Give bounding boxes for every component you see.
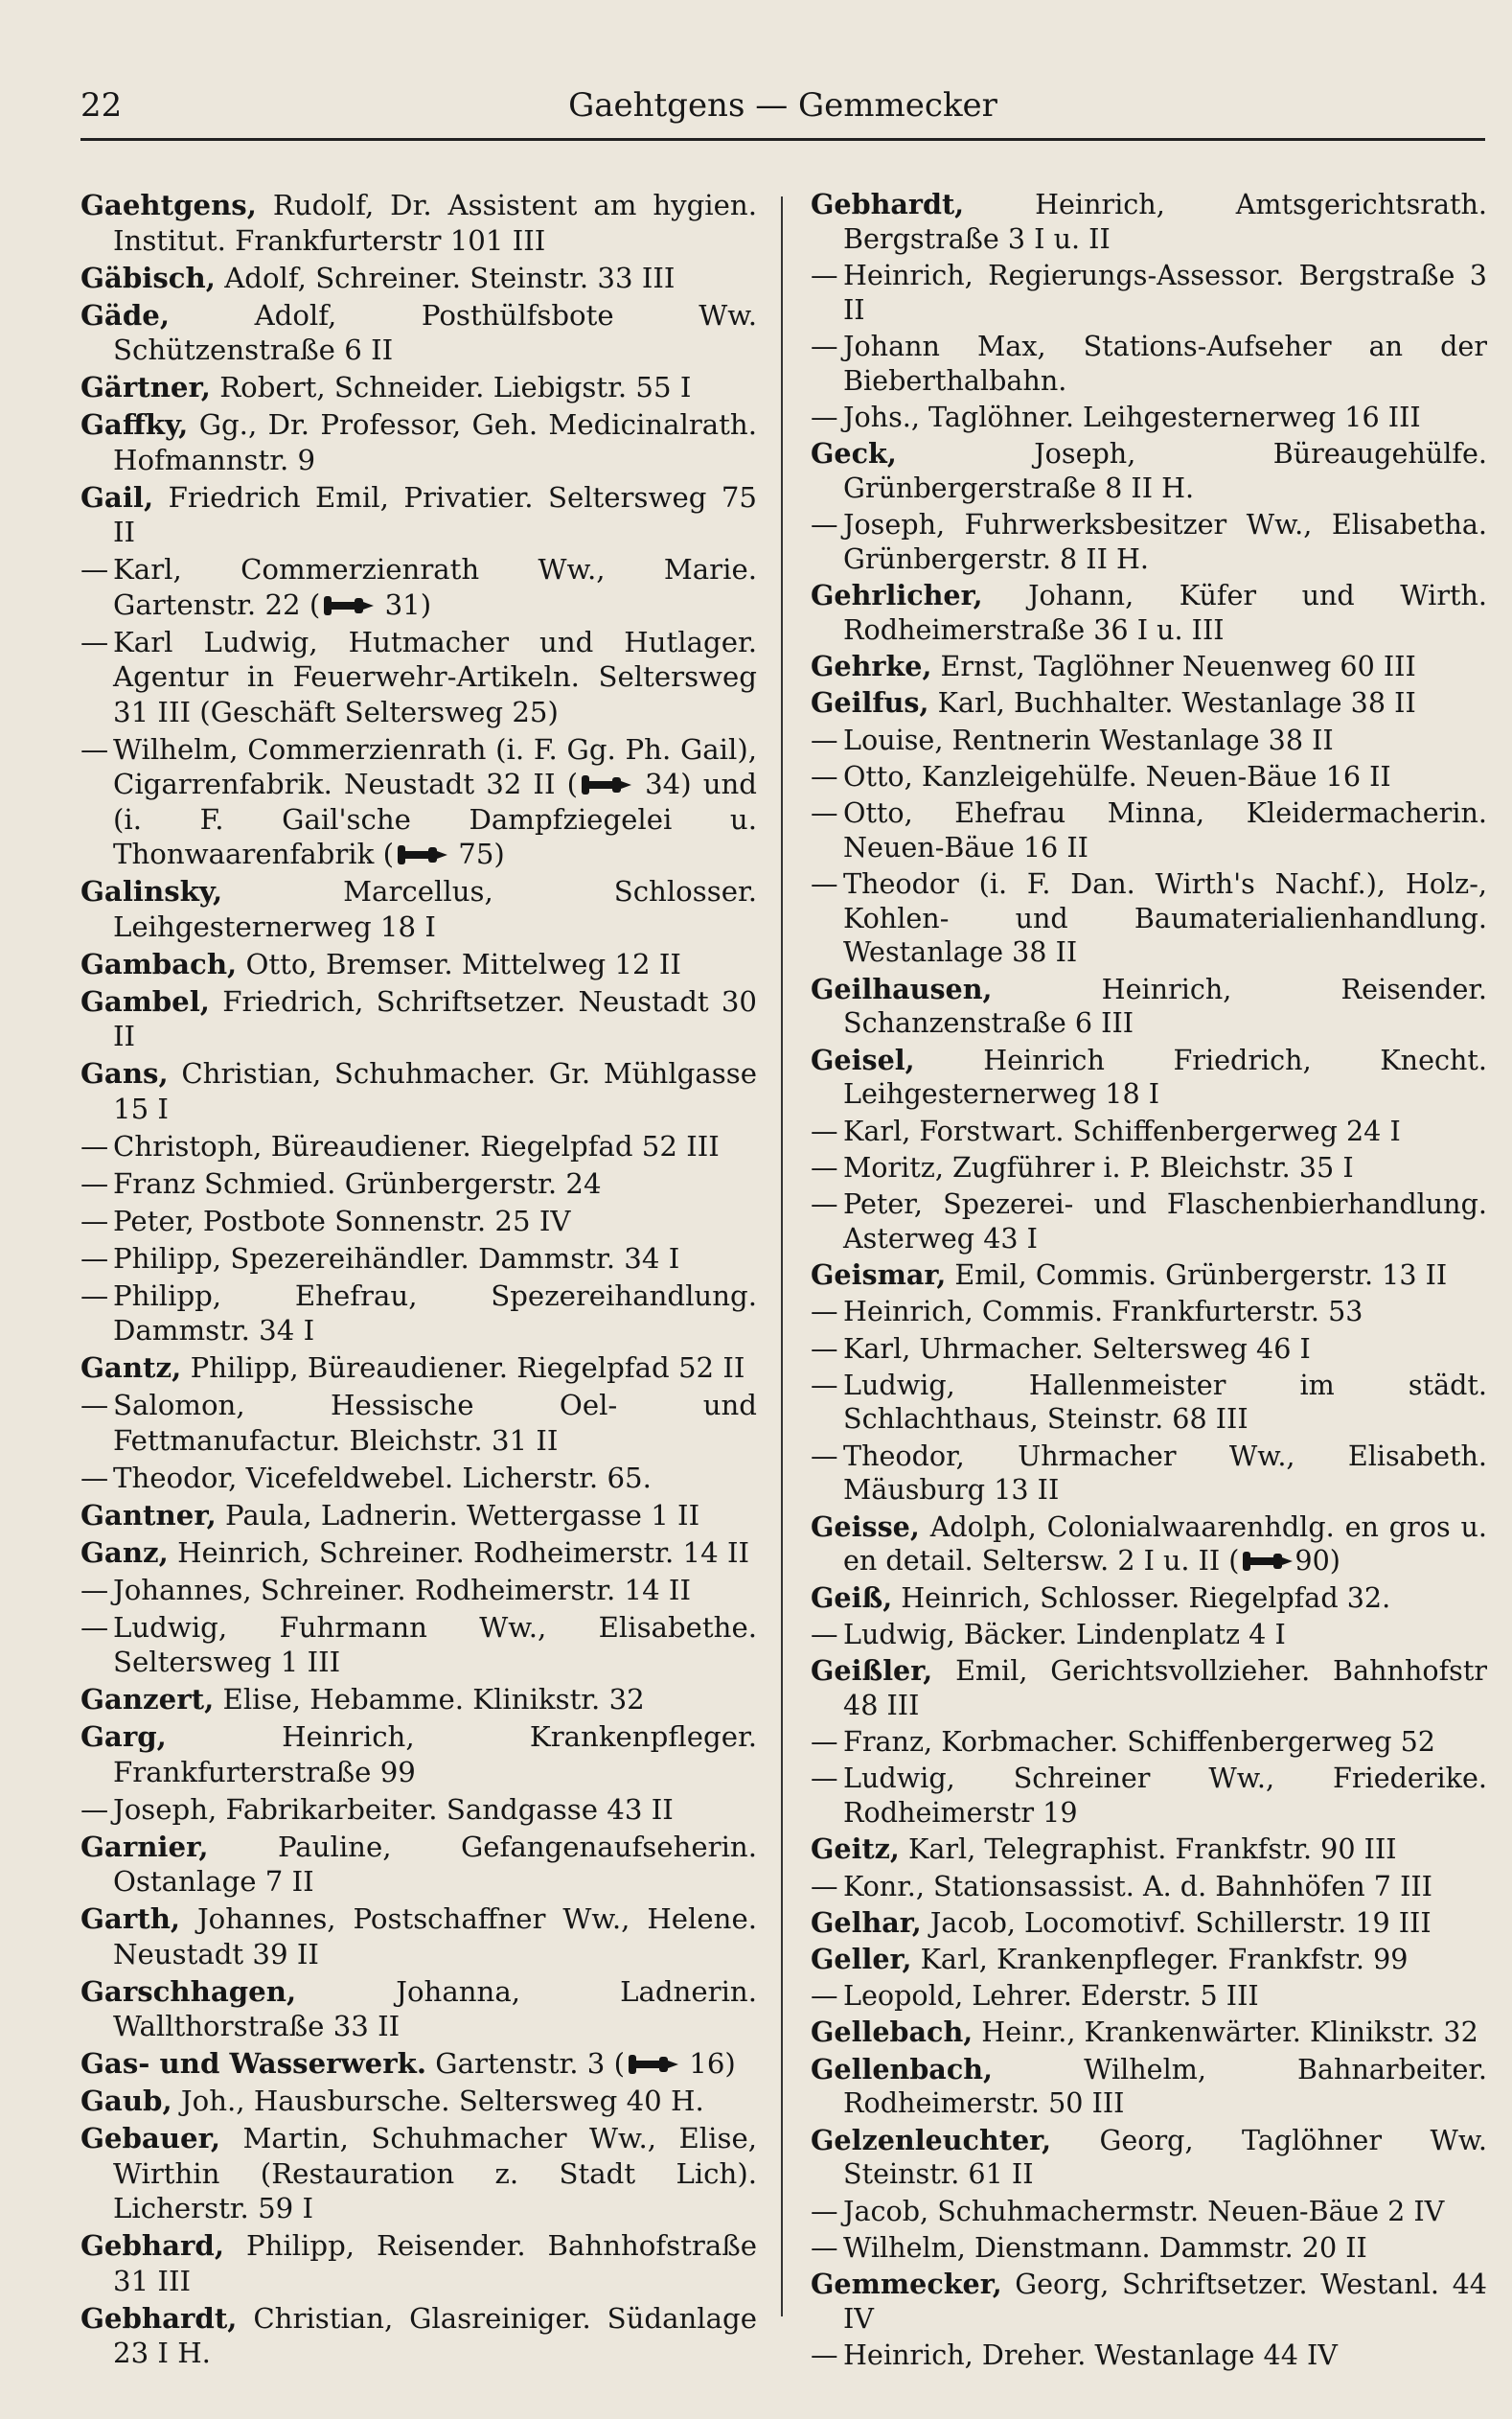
entry-details: Joseph, Fuhrwerksbesitzer Ww., Elisabetha. Grünbergerstr. 8 II H. [843, 508, 1487, 575]
entry-dash: — [811, 1295, 838, 1328]
entry-details: Gartenstr. 3 ( [435, 2047, 625, 2080]
entry-details: Friedrich Emil, Privatier. Seltersweg 75 II [113, 480, 757, 548]
entry-surname: Geisse, [811, 1509, 920, 1543]
directory-entry [80, 1350, 757, 1386]
entry-details: Konr., Stationsassist. A. d. Bahnhöfen 7 III [843, 1869, 1432, 1902]
directory-entry [811, 1258, 1487, 1293]
entry-details: Johanna, Ladnerin. Wallthorstraße 33 II [113, 1974, 757, 2042]
entry-details: Ludwig, Hallenmeister im städt. Schlachthaus, Steinstr. 68 III [843, 1368, 1487, 1436]
entry-surname: Ganz, [80, 1535, 169, 1569]
entry-dash: — [811, 866, 838, 900]
entry-surname: Gambach, [80, 947, 238, 980]
entry-details: Karl, Uhrmacher. Seltersweg 46 I [843, 1331, 1311, 1365]
directory-entry [811, 973, 1487, 1041]
entry-dash: — [811, 508, 838, 541]
entry-details: Martin, Schuhmacher Ww., Elise, Wirthin (Restauration z. Stadt Lich). Licherstr. 59 I [113, 2122, 757, 2224]
directory-entry [80, 1610, 757, 1680]
entry-details: Heinrich, Schlosser. Riegelpfad 32. [901, 1580, 1391, 1614]
directory-entry [80, 984, 757, 1054]
entry-details: Wilhelm, Bahnarbeiter. Rodheimerstr. 50 III [843, 2052, 1487, 2120]
running-title: Gaehtgens — Gemmecker [568, 86, 997, 125]
entry-details: Ludwig, Fuhrmann Ww., Elisabethe. Seltersweg 1 III [113, 1610, 757, 1678]
entry-details: Christian, Schuhmacher. Gr. Mühlgasse 15 I [113, 1057, 757, 1125]
entry-dash: — [811, 1439, 838, 1472]
entry-dash: — [80, 553, 109, 586]
entry-details: Joh., Hausbursche. Seltersweg 40 H. [180, 2085, 704, 2117]
directory-entry [811, 1332, 1487, 1367]
entry-details: Christoph, Büreaudiener. Riegelpfad 52 III [113, 1129, 720, 1163]
entry-details: Heinrich, Regierungs-Assessor. Bergstraße 3 II [843, 258, 1487, 326]
entry-details: Elise, Hebamme. Klinikstr. 32 [222, 1683, 645, 1716]
entry-details: Wilhelm, Dienstmann. Dammstr. 20 II [843, 2230, 1367, 2264]
entry-dash: — [811, 723, 838, 756]
entry-details: Theodor, Uhrmacher Ww., Elisabeth. Mäusburg 13 II [843, 1439, 1487, 1507]
entry-details: Franz Schmied. Grünbergerstr. 24 [113, 1166, 602, 1200]
directory-entry [811, 2338, 1487, 2373]
entry-details: Pauline, Gefangenaufseherin. Ostanlage 7 II [113, 1830, 757, 1898]
directory-entry [811, 2231, 1487, 2266]
directory-entry [80, 1498, 757, 1533]
directory-entry [811, 1725, 1487, 1760]
entry-dash: — [80, 1129, 109, 1163]
entry-details: Adolf, Schreiner. Steinstr. 33 III [224, 261, 676, 294]
entry-surname: Geller, [811, 1942, 912, 1975]
header-rule [80, 138, 1485, 141]
entry-surname: Geitz, [811, 1832, 900, 1866]
entry-dash: — [80, 625, 109, 658]
left-column [80, 188, 757, 2392]
entry-dash: — [811, 1331, 838, 1365]
entry-surname: Gambel, [80, 984, 210, 1018]
entry-details: Georg, Taglöhner Ww. Steinstr. 61 II [843, 2123, 1487, 2191]
entry-details: Philipp, Ehefrau, Spezereihandlung. Dammstr. 34 I [113, 1279, 757, 1347]
entry-phone-number: 75) [448, 838, 505, 870]
directory-entry [811, 259, 1487, 327]
entry-surname: Gellebach, [811, 2016, 974, 2049]
entry-details: Jacob, Locomotivf. Schillerstr. 19 III [929, 1905, 1432, 1939]
directory-entry [80, 261, 757, 296]
directory-entry [80, 188, 757, 258]
directory-entry [80, 1830, 757, 1900]
directory-entry [811, 2268, 1487, 2336]
entry-surname: Geck, [811, 437, 897, 471]
entry-dash: — [811, 1150, 838, 1184]
entry-details: Johann Max, Stations-Aufseher an der Bieberthalbahn. [843, 329, 1487, 397]
entry-details: Georg, Schriftsetzer. Westanl. 44 IV [843, 2268, 1487, 2335]
directory-entry [811, 650, 1487, 684]
entry-dash: — [811, 400, 838, 433]
directory-entry [80, 1792, 757, 1828]
entry-surname: Gebhardt, [80, 2301, 238, 2335]
entry-details: Moritz, Zugführer i. P. Bleichstr. 35 I [843, 1150, 1354, 1184]
entry-details: Ernst, Taglöhner Neuenweg 60 III [940, 650, 1416, 683]
directory-entry [811, 1581, 1487, 1616]
entry-dash: — [80, 1461, 109, 1494]
entry-details: Peter, Postbote Sonnenstr. 25 IV [113, 1204, 571, 1237]
entry-details: Christian, Glasreiniger. Südanlage 23 I H. [113, 2301, 757, 2369]
directory-entry [811, 1870, 1487, 1904]
entry-details: Heinrich, Dreher. Westanlage 44 IV [843, 2338, 1338, 2372]
entry-details: Philipp, Reisender. Bahnhofstraße 31 III [113, 2229, 757, 2297]
entry-surname: Gantz, [80, 1351, 182, 1384]
entry-dash: — [811, 1869, 838, 1902]
directory-entry [811, 1151, 1487, 1186]
directory-entry [80, 1535, 757, 1571]
entry-details: Marcellus, Schlosser. Leihgesternerweg 18 I [113, 875, 757, 943]
entry-surname: Gebhardt, [811, 188, 965, 220]
entry-surname: Garth, [80, 1902, 181, 1935]
entry-dash: — [811, 329, 838, 362]
entry-surname: Gellenbach, [811, 2052, 993, 2085]
directory-entry [811, 2195, 1487, 2229]
entry-dash: — [811, 1979, 838, 2013]
entry-details: Otto, Bremser. Mittelweg 12 II [245, 947, 681, 980]
entry-surname: Galinsky, [80, 875, 223, 908]
entry-details: Louise, Rentnerin Westanlage 38 II [843, 723, 1334, 756]
entry-dash: — [811, 1762, 838, 1795]
entry-details: Theodor (i. F. Dan. Wirth's Nachf.), Holz-, Kohlen- und Baumaterialienhandlung. Westanlage 38 II [843, 866, 1487, 969]
directory-entry [80, 480, 757, 550]
directory-entry [80, 874, 757, 944]
entry-details: Paula, Ladnerin. Wettergasse 1 II [225, 1498, 700, 1532]
entry-details: Otto, Kanzleigehülfe. Neuen-Bäue 16 II [843, 759, 1391, 793]
entry-details: Heinrich Friedrich, Knecht. Leihgesternerweg 18 I [843, 1043, 1487, 1111]
directory-entry [80, 1279, 757, 1348]
directory-entry [80, 370, 757, 405]
entry-details: Karl, Buchhalter. Westanlage 38 II [937, 686, 1416, 720]
entry-details: Wilhelm, Commerzienrath (i. F. Gg. Ph. Gail), Cigarrenfabrik. Neustadt 32 II ( [113, 732, 757, 800]
directory-entry [80, 1056, 757, 1126]
entry-details: Emil, Gerichtsvollzieher. Bahnhofstr 48 III [843, 1654, 1487, 1721]
entry-surname: Gantner, [80, 1498, 217, 1532]
entry-dash: — [811, 1114, 838, 1147]
directory-entry [811, 1906, 1487, 1941]
directory-entry [811, 330, 1487, 398]
entry-phone-number: 90) [1294, 1544, 1340, 1578]
right-column [811, 188, 1487, 2392]
directory-entry [80, 407, 757, 477]
entry-surname: Gans, [80, 1057, 169, 1090]
entry-details: Johannes, Schreiner. Rodheimerstr. 14 II [113, 1573, 691, 1606]
entry-dash: — [80, 1204, 109, 1237]
directory-entry [80, 732, 757, 872]
entry-details: Adolf, Posthülfsbote Ww. Schützenstraße 6 II [113, 298, 757, 366]
entry-details: Theodor, Vicefeldwebel. Licherstr. 65. [113, 1461, 652, 1494]
telephone-icon [578, 773, 633, 796]
telephone-icon [320, 594, 376, 617]
directory-entry [811, 1187, 1487, 1256]
directory-entry [80, 2121, 757, 2226]
directory-entry [811, 724, 1487, 758]
entry-phone-number: 16) [679, 2047, 736, 2080]
directory-entry [811, 2124, 1487, 2192]
entry-details: Karl, Krankenpfleger. Frankfstr. 99 [920, 1942, 1409, 1975]
entry-details: Johannes, Postschaffner Ww., Helene. Neustadt 39 II [113, 1902, 757, 1970]
directory-entry [80, 1204, 757, 1239]
directory-entry [80, 1682, 757, 1717]
entry-details: Gg., Dr. Professor, Geh. Medicinalrath. Hofmannstr. 9 [113, 408, 757, 476]
directory-entry [811, 1979, 1487, 2014]
entry-details: Karl, Commerzienrath Ww., Marie. Gartenstr. 22 ( [113, 553, 757, 621]
directory-entry [811, 1762, 1487, 1830]
entry-details: Emil, Commis. Grünbergerstr. 13 II [954, 1258, 1448, 1292]
telephone-icon [625, 2053, 680, 2076]
directory-entry [80, 298, 757, 368]
entry-details: Ludwig, Schreiner Ww., Friederike. Rodheimerstr 19 [843, 1762, 1487, 1830]
entry-dash: — [80, 1389, 109, 1421]
entry-details: Heinrich, Commis. Frankfurterstr. 53 [843, 1295, 1363, 1328]
entry-dash: — [811, 1187, 838, 1221]
entry-dash: — [80, 1279, 109, 1312]
entry-surname: Gelhar, [811, 1905, 922, 1939]
directory-entry [811, 1115, 1487, 1149]
entry-dash: — [811, 1368, 838, 1401]
entry-dash: — [811, 759, 838, 793]
entry-dash: — [811, 2338, 838, 2372]
directory-entry [80, 1166, 757, 1202]
entry-surname: Gaffky, [80, 408, 189, 441]
directory-entry [80, 2084, 757, 2119]
directory-entry [811, 796, 1487, 864]
directory-entry [811, 1943, 1487, 1977]
entry-surname: Geißler, [811, 1654, 933, 1688]
directory-entry [80, 1719, 757, 1789]
directory-entry [811, 1369, 1487, 1437]
entry-details: Friedrich, Schriftsetzer. Neustadt 30 II [113, 984, 757, 1052]
entry-dash: — [80, 1241, 109, 1275]
directory-entry [80, 1388, 757, 1458]
entry-details: Joseph, Büreaugehülfe. Grünbergerstraße 8 II H. [843, 437, 1487, 504]
telephone-icon [1239, 1550, 1294, 1573]
entry-phone-number: 34) und (i. F. Gail'sche Dampfziegelei u. Thonwaarenfabrik ( [113, 768, 757, 870]
directory-entry [811, 2053, 1487, 2121]
directory-entry [80, 625, 757, 730]
entry-dash: — [811, 795, 838, 829]
entry-dash: — [811, 1725, 838, 1759]
entry-surname: Gelzenleuchter, [811, 2123, 1052, 2156]
entry-surname: Gebauer, [80, 2122, 221, 2154]
page-header [80, 79, 1485, 136]
directory-entry [80, 1461, 757, 1496]
entry-details: Leopold, Lehrer. Ederstr. 5 III [843, 1979, 1259, 2013]
entry-surname: Geilhausen, [811, 972, 993, 1005]
entry-details: Philipp, Spezereihändler. Dammstr. 34 I [113, 1241, 680, 1275]
entry-dash: — [811, 2230, 838, 2264]
entry-surname: Geilfus, [811, 686, 929, 720]
entry-details: Karl Ludwig, Hutmacher und Hutlager. Agentur in Feuerwehr-Artikeln. Seltersweg 31 III (Geschäft Seltersweg 25) [113, 625, 757, 728]
entry-surname: Gaub, [80, 2085, 172, 2117]
directory-entry [811, 2016, 1487, 2050]
entry-details: Salomon, Hessische Oel- und Fettmanufactur. Bleichstr. 31 II [113, 1389, 757, 1457]
entry-details: Otto, Ehefrau Minna, Kleidermacherin. Neuen-Bäue 16 II [843, 795, 1487, 864]
directory-entry [811, 867, 1487, 970]
directory-entry [811, 1832, 1487, 1867]
entry-surname: Gebhard, [80, 2229, 224, 2262]
directory-entry [80, 1129, 757, 1164]
entry-details: Franz, Korbmacher. Schiffenbergerweg 52 [843, 1725, 1435, 1759]
entry-details: Adolph, Colonialwaarenhdlg. en gros u. en detail. Seltersw. 2 I u. II ( [843, 1509, 1487, 1578]
entry-details: Karl, Telegraphist. Frankfstr. 90 III [907, 1832, 1397, 1866]
entry-surname: Gäbisch, [80, 261, 216, 294]
entry-surname: Garschhagen, [80, 1974, 297, 2008]
entry-details: Heinrich, Reisender. Schanzenstraße 6 III [843, 972, 1487, 1040]
entry-dash: — [811, 258, 838, 291]
directory-entry [811, 508, 1487, 576]
entry-details: Peter, Spezerei- und Flaschenbierhandlung. Asterweg 43 I [843, 1187, 1487, 1255]
entry-details: Jacob, Schuhmachermstr. Neuen-Bäue 2 IV [843, 2194, 1445, 2227]
entry-surname: Gas- und Wasserwerk. [80, 2047, 426, 2080]
entry-dash: — [80, 1792, 109, 1826]
directory-entry [80, 2301, 757, 2371]
entry-surname: Gäde, [80, 298, 170, 332]
entry-dash: — [80, 1573, 109, 1606]
entry-details: Johann, Küfer und Wirth. Rodheimerstraße 36 I u. III [843, 579, 1487, 646]
directory-entry [80, 1241, 757, 1277]
entry-surname: Gehrke, [811, 650, 932, 683]
entry-dash: — [811, 1617, 838, 1650]
entry-details: Joseph, Fabrikarbeiter. Sandgasse 43 II [113, 1792, 674, 1826]
entry-surname: Gail, [80, 480, 154, 514]
directory-entry [80, 1901, 757, 1971]
entry-details: Heinrich, Krankenpfleger. Frankfurterstraße 99 [113, 1720, 757, 1788]
entry-dash: — [80, 1166, 109, 1200]
directory-entry [811, 401, 1487, 435]
directory-entry [80, 1573, 757, 1608]
page-number: 22 [80, 86, 123, 125]
entry-details: Heinr., Krankenwärter. Klinikstr. 32 [981, 2016, 1478, 2049]
entry-dash: — [811, 2194, 838, 2227]
entry-surname: Geiß, [811, 1580, 893, 1614]
entry-details: Karl, Forstwart. Schiffenbergerweg 24 I [843, 1114, 1401, 1147]
entry-details: Philipp, Büreaudiener. Riegelpfad 52 II [190, 1351, 745, 1384]
entry-dash: — [80, 1610, 109, 1644]
directory-entry [811, 1044, 1487, 1112]
entry-details: Heinrich, Schreiner. Rodheimerstr. 14 II [177, 1535, 750, 1569]
directory-entry [811, 686, 1487, 721]
directory-entry [80, 552, 757, 622]
column-divider [781, 196, 783, 2316]
entry-surname: Gaehtgens, [80, 189, 257, 221]
entry-surname: Gärtner, [80, 371, 211, 403]
directory-entry [811, 1295, 1487, 1329]
entry-dash: — [80, 732, 109, 766]
entry-details: Rudolf, Dr. Assistent am hygien. Institut. Frankfurterstr 101 III [113, 189, 757, 257]
directory-entry [811, 760, 1487, 795]
entry-details: Ludwig, Bäcker. Lindenplatz 4 I [843, 1617, 1286, 1650]
entry-surname: Gehrlicher, [811, 579, 983, 612]
entry-surname: Gemmecker, [811, 2268, 1002, 2301]
entry-phone-number: 31) [376, 587, 432, 621]
entry-surname: Ganzert, [80, 1683, 215, 1716]
entry-details: Johs., Taglöhner. Leihgesternerweg 16 III [843, 400, 1421, 433]
telephone-icon [394, 843, 449, 866]
entry-details: Robert, Schneider. Liebigstr. 55 I [219, 371, 692, 403]
entry-surname: Geismar, [811, 1258, 947, 1292]
directory-entry [811, 437, 1487, 505]
entry-surname: Garg, [80, 1720, 167, 1753]
directory-entry [80, 2046, 757, 2082]
directory-entry [811, 1654, 1487, 1722]
directory-entry [811, 579, 1487, 647]
entry-surname: Garnier, [80, 1830, 209, 1863]
entry-details: Heinrich, Amtsgerichtsrath. Bergstraße 3 I u. II [843, 188, 1487, 255]
directory-entry [80, 1974, 757, 2044]
directory-entry [80, 2228, 757, 2298]
directory-entry [811, 188, 1487, 256]
directory-entry [811, 1510, 1487, 1578]
entry-surname: Geisel, [811, 1043, 915, 1076]
directory-entry [80, 947, 757, 982]
directory-entry [811, 1618, 1487, 1652]
directory-entry [811, 1440, 1487, 1508]
